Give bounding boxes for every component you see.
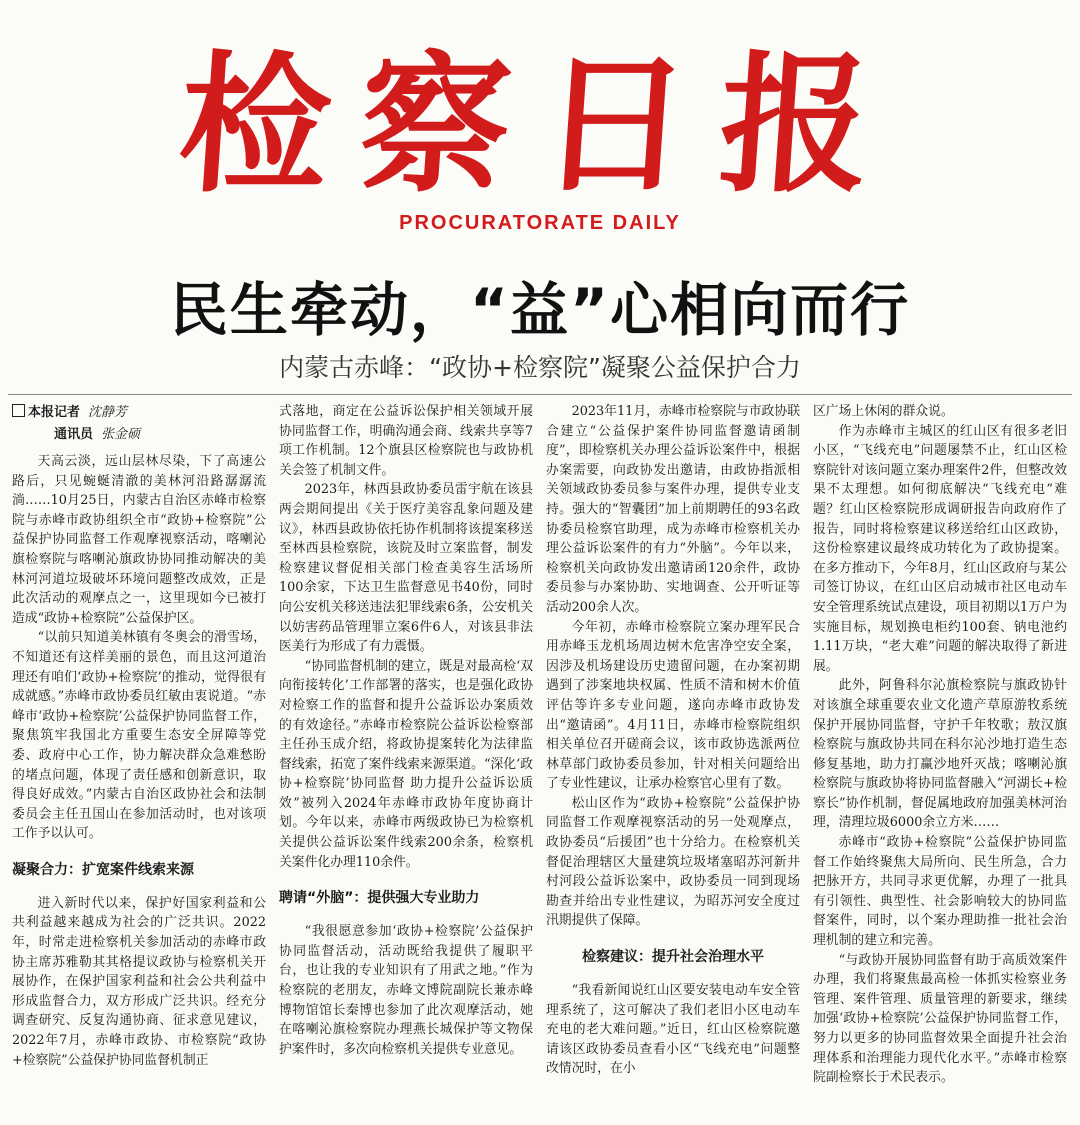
paragraph: 赤峰市“政协+检察院”公益保护协同监督工作始终聚焦大局所向、民生所急，合力把脉开方，共同寻求更优解，办理了一批具有引领性、典型性、社会影响较大的协同监督案件，同时，以个案办理助推一批社会治理机制的建立和完善。	[813, 835, 1067, 949]
paragraph: 式落地，商定在公益诉讼保护相关领域开展协同监督工作，明确沟通会商、线索共享等7项工作机制。12个旗县区检察院也与政协机关会签了机制文件。	[279, 404, 533, 478]
paragraph: 2023年11月，赤峰市检察院与市政协联合建立“公益保护案件协同监督邀请函制度”，即检察机关办理公益诉讼案件中，根据办案需要，向政协发出邀请，由政协指派相关领域政协委员参与案件办理，提供专业支持。强大的“智囊团”加上前期聘任的93名政协委员检察官助理，成为赤峰市检察机关办理公益诉讼案件的有力“外脑”。今年以来，检察机关向政协发出邀请函120余件，政协委员参与办案协助、实地调查、公开听证等活动200余人次。	[546, 404, 800, 615]
paragraph: 区广场上休闲的群众说。	[813, 404, 954, 419]
article-column-1	[12, 402, 266, 1124]
paragraph: 进入新时代以来，保护好国家利益和公共利益越来越成为社会的广泛共识。2022年，时常走进检察机关参加活动的赤峰市政协主席苏雅勒其其格提议政协与检察机关开展协作，在保护国家利益和社会公共利益中形成监督合力，双方形成广泛共识。经充分调查研究、反复沟通协商、征求意见建议，2022年7月，赤峰市政协、市检察院“政协+检察院”公益保护协同监督机制正	[12, 895, 266, 1068]
paragraph: “与政协开展协同监督有助于高质效案件办理，我们将聚焦最高检一体抓实检察业务管理、案件管理、质量管理的新要求，继续加强‘政协+检察院’公益保护协同监督工作，努力以更多的协同监督效果全面提升社会治理体系和治理能力现代化水平。”赤峰市检察院副检察长于术民表示。	[813, 952, 1067, 1086]
newspaper-english-name: PROCURATORATE DAILY	[399, 212, 681, 234]
paragraph: “我看新闻说红山区要安装电动车安全管理系统了，这可解决了我们老旧小区电动车充电的老大难问题。”近日，红山区检察院邀请该区政协委员查看小区“飞线充电”问题整改情况时，在小	[546, 983, 800, 1077]
section-subheading: 凝聚合力：扩宽案件线索来源	[12, 861, 194, 878]
article-column-2	[279, 402, 533, 1124]
byline-name: 张金硕	[101, 427, 141, 442]
paragraph: 松山区作为“政协+检察院”公益保护协同监督工作观摩视察活动的另一处观摩点，政协委员“后援团”也十分给力。在检察机关督促治理辖区大量建筑垃圾堵塞昭苏河新井村河段公益诉讼案中，政协委员一同到现场勘查并给出专业性建议，为昭苏河安全度过汛期提供了保障。	[546, 795, 800, 929]
newspaper-logo: 检察日报	[173, 37, 907, 213]
paragraph: 天高云淡，远山层林尽染，下了高速公路后，只见蜿蜒清澈的美林河沿路潺潺流淌……10月25日，内蒙古自治区赤峰市检察院与赤峰市政协组织全市“政协+检察院”公益保护协同监督工作观摩视察活动，喀喇沁旗检察院与喀喇沁旗政协协同推动解决的美林河河道垃圾破坏环境问题整改成效，正是此次活动的观摩点之一，这里现如今已被打造成“政协+检察院”公益保护区。	[12, 454, 266, 626]
section-subheading: 检察建议：提升社会治理水平	[582, 949, 764, 966]
paragraph: “以前只知道美林镇有冬奥会的滑雪场，不知道还有这样美丽的景色，而且这河道治理还有咱们‘政协+检察院’的推动，觉得很有成就感。”赤峰市政协委员红敏由衷说道。“赤峰市‘政协+检察院’公益保护协同监督工作，聚焦筑牢我国北方重要生态安全屏障等党委、政府中心工作，协力解决群众急难愁盼的堵点问题，体现了责任感和创新意识，取得良好成效。”内蒙古自治区政协社会和法制委员会主任丑国山在参加活动时，也对该项工作予以认可。	[12, 630, 266, 842]
byline-reporter	[12, 402, 266, 424]
square-box-icon	[12, 404, 25, 417]
byline-role: 本报记者	[28, 405, 81, 420]
paragraph: “协同监督机制的建立，既是对最高检‘双向衔接转化’工作部署的落实，也是强化政协对检察工作的监督和提升公益诉讼办案质效的有效途径。”赤峰市检察院公益诉讼检察部主任孙玉成介绍，将政协提案转化为法律监督线索，拓宽了案件线索来源渠道。“深化‘政协+检察院’协同监督 助力提升公益诉讼质效”被列入2024年赤峰市政协年度协商计划。今年以来，赤峰市两级政协已为检察机关提供公益诉讼案件线索200余条，检察机关案件化办理110余件。	[279, 658, 533, 870]
article-column-3	[546, 402, 800, 1124]
byline-name: 沈静芳	[88, 405, 128, 420]
paragraph: 今年初，赤峰市检察院立案办理军民合用赤峰玉龙机场周边树木危害净空安全案，因涉及机场建设历史遗留问题，在办案初期遇到了涉案地块权属、性质不清和树木价值评估等许多专业问题，遂向赤峰市政协发出“邀请函”。4月11日，赤峰市检察院组织相关单位召开磋商会议，该市政协选派两位林草部门政协委员参加，针对相关问题给出了专业性建议，让承办检察官心里有了数。	[546, 619, 800, 792]
section-subheading: 聘请“外脑”：提供强大专业助力	[279, 890, 480, 907]
article-subheadline: 内蒙古赤峰：“政协+检察院”凝聚公益保护合力	[279, 353, 801, 382]
byline-role: 通讯员	[54, 427, 94, 442]
paragraph: “我很愿意参加‘政协+检察院’公益保护协同监督活动，活动既给我提供了履职平台，也让我的专业知识有了用武之地。”作为检察院的老朋友，赤峰文博院副院长兼赤峰博物馆馆长秦博也参加了此次观摩活动，她在喀喇沁旗检察院办理燕长城保护等文物保护案件时，多次向检察机关提供专业意见。	[279, 924, 533, 1057]
header-divider	[8, 394, 1072, 395]
article-headline: 民生牵动，“益”心相向而行	[169, 276, 911, 344]
article-column-4	[813, 402, 1067, 1124]
paragraph: 2023年，林西县政协委员雷宇航在该县两会期间提出《关于医疗美容乱象问题及建议》，林西县政协依托协作机制将该提案移送至林西县检察院，该院及时立案监督，制发检察建议督促相关部门检查美容生活场所100余家，下达卫生监督意见书40份，同时向公安机关移送违法犯罪线索6条，公安机关以妨害药品管理罪立案6件6人，对该县非法医美行为形成了有力震慑。	[279, 482, 533, 655]
byline-correspondent	[12, 424, 266, 446]
paragraph: 此外，阿鲁科尔沁旗检察院与旗政协针对该旗全球重要农业文化遗产草原游牧系统保护开展协同监督，守护千年牧歌；敖汉旗检察院与旗政协共同在科尔沁沙地打造生态修复基地，助力打赢沙地歼灭战；喀喇沁旗检察院与旗政协将协同监督融入“河湖长+检察长”协作机制，督促属地政府加强美林河治理，清理垃圾6000余立方米……	[813, 678, 1067, 831]
paragraph: 作为赤峰市主城区的红山区有很多老旧小区，“飞线充电”问题屡禁不止，红山区检察院针对该问题立案办理案件2件，但整改效果不太理想。如何彻底解决“飞线充电”难题？红山区检察院形成调研报告向政府作了报告，同时将检察建议移送给红山区政协，这份检察建议最终成功转化为了政协提案。在多方推动下，今年8月，红山区政府与某公司签订协议，在红山区启动城市社区电动车安全管理系统试点建设，项目初期以1万户为实施目标，规划换电柜约100套、钠电池约1.11万块，“老大难”问题的解决取得了新进展。	[813, 423, 1067, 674]
byline	[12, 402, 266, 446]
masthead	[0, 0, 1080, 250]
